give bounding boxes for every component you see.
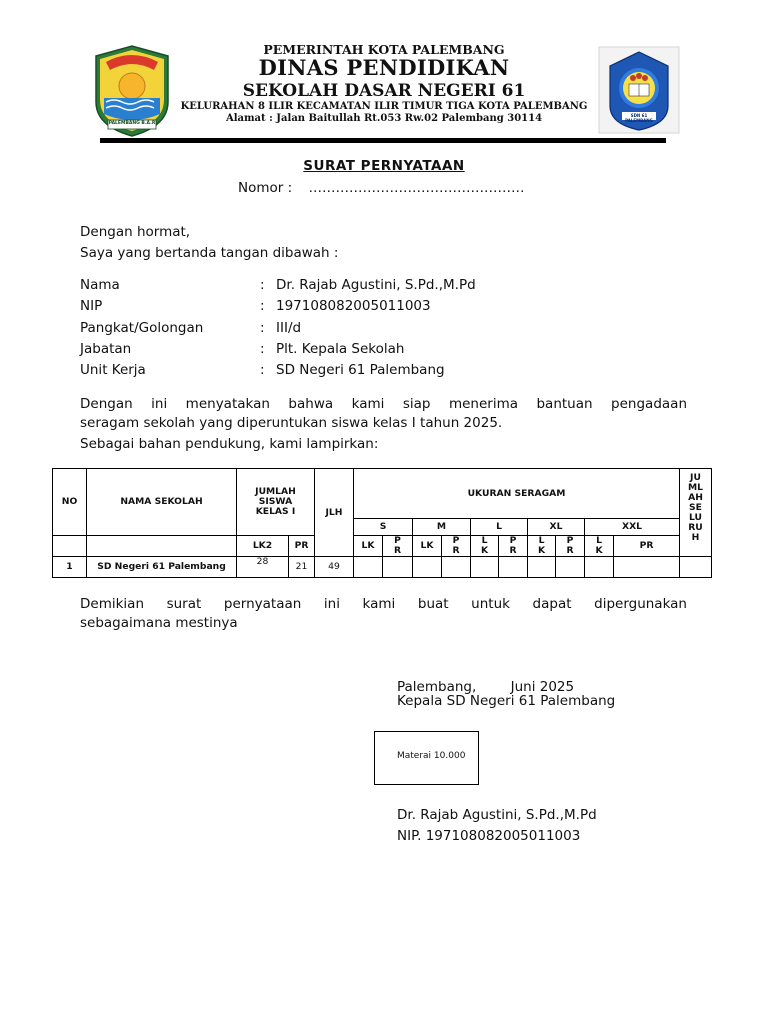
row-school: SD Negeri 61 Palembang (87, 557, 237, 578)
identity-value-nip: 197108082005011003 (276, 298, 431, 314)
identity-colon: : (260, 277, 265, 293)
government-name: PEMERINTAH KOTA PALEMBANG (263, 42, 505, 57)
signer-position: Kepala SD Negeri 61 Palembang (397, 693, 616, 709)
cell-empty (585, 557, 614, 578)
row-no: 1 (53, 557, 87, 578)
intro-text: Saya yang bertanda tangan dibawah : (80, 245, 339, 261)
header-school-blank (87, 536, 237, 557)
cell-empty (614, 557, 680, 578)
size-m: M (413, 519, 471, 536)
department-name: DINAS PENDIDIKAN (258, 55, 510, 80)
identity-value-unit: SD Negeri 61 Palembang (276, 362, 445, 378)
cell-empty (413, 557, 442, 578)
row-jlh: 49 (315, 557, 354, 578)
cell-empty (354, 557, 383, 578)
school-name: SEKOLAH DASAR NEGERI 61 (242, 81, 526, 101)
header-jlh: JLH (315, 469, 354, 557)
cell-empty (680, 557, 712, 578)
signer-name: Dr. Rajab Agustini, S.Pd.,M.Pd (397, 807, 597, 823)
identity-label-pangkat: Pangkat/Golongan (80, 320, 204, 336)
sub-lk: LK (413, 536, 442, 557)
header-total: JUMLAH SELURUH (680, 469, 712, 557)
identity-label-nip: NIP (80, 298, 103, 314)
letter-number-value: ………………………………………… (308, 180, 525, 196)
sub-pr: PR (383, 536, 413, 557)
letter-title: SURAT PERNYATAAN (303, 158, 465, 174)
row-pr: 21 (289, 557, 315, 578)
identity-value-jabatan: Plt. Kepala Sekolah (276, 341, 405, 357)
right-logo-caption: SDN 61 PALEMBANG (625, 113, 653, 123)
place-date: Palembang, Juni 2025 (397, 679, 575, 695)
cell-empty (556, 557, 585, 578)
identity-value-pangkat: III/d (276, 320, 302, 336)
letterhead-divider (100, 138, 666, 143)
header-no: NO (53, 469, 87, 536)
header-lk2: LK2 (237, 536, 289, 557)
materai-label: Materai 10.000 (397, 751, 466, 761)
row-lk: 28 (237, 557, 289, 578)
identity-label-jabatan: Jabatan (80, 341, 132, 357)
identity-colon: : (260, 341, 265, 357)
statement-line-1: Dengan ini menyatakan bahwa kami siap menerima bantuan pengadaan (80, 396, 687, 412)
header-no-blank (53, 536, 87, 557)
cell-empty (383, 557, 413, 578)
cell-empty (528, 557, 556, 578)
closing-line-1: Demikian surat pernyataan ini kami buat untuk dapat dipergunakan (80, 596, 687, 612)
signer-nip: NIP. 197108082005011003 (397, 828, 581, 844)
sub-lk: LK (354, 536, 383, 557)
size-l: L (471, 519, 528, 536)
header-pr: PR (289, 536, 315, 557)
cell-empty (471, 557, 499, 578)
identity-label-unit: Unit Kerja (80, 362, 146, 378)
statement-line-3: Sebagai bahan pendukung, kami lampirkan: (80, 436, 379, 452)
letter-number (238, 180, 524, 196)
size-s: S (354, 519, 413, 536)
school-address: Alamat : Jalan Baitullah Rt.053 Rw.02 Palembang 30114 (225, 113, 543, 124)
school-district: KELURAHAN 8 ILIR KECAMATAN ILIR TIMUR TIGA KOTA PALEMBANG (180, 101, 588, 112)
statement-line-2: seragam sekolah yang diperuntukan siswa kelas I tahun 2025. (80, 415, 503, 431)
identity-value-nama: Dr. Rajab Agustini, S.Pd.,M.Pd (276, 277, 476, 293)
identity-label-nama: Nama (80, 277, 120, 293)
sub-pr: PR (499, 536, 528, 557)
header-uniform: UKURAN SERAGAM (354, 469, 680, 519)
greeting: Dengan hormat, (80, 224, 191, 240)
sub-lk: LK (471, 536, 499, 557)
identity-colon: : (260, 320, 265, 336)
identity-colon: : (260, 298, 265, 314)
size-xxl: XXL (585, 519, 680, 536)
closing-line-2: sebagaimana mestinya (80, 615, 238, 631)
left-logo-caption: PALEMBANG B.A.R (108, 121, 156, 126)
sub-pr: PR (442, 536, 471, 557)
header-students: JUMLAH SISWA KELAS I (237, 469, 315, 536)
header-school: NAMA SEKOLAH (87, 469, 237, 536)
cell-empty (442, 557, 471, 578)
letter-number-label: Nomor : (238, 180, 293, 196)
uniform-table (52, 468, 712, 578)
size-xl: XL (528, 519, 585, 536)
materai-stamp-box (374, 731, 479, 785)
sub-lk: LK (585, 536, 614, 557)
identity-colon: : (260, 362, 265, 378)
sub-pr: PR (614, 536, 680, 557)
sub-lk: LK (528, 536, 556, 557)
cell-empty (499, 557, 528, 578)
sub-pr: PR (556, 536, 585, 557)
